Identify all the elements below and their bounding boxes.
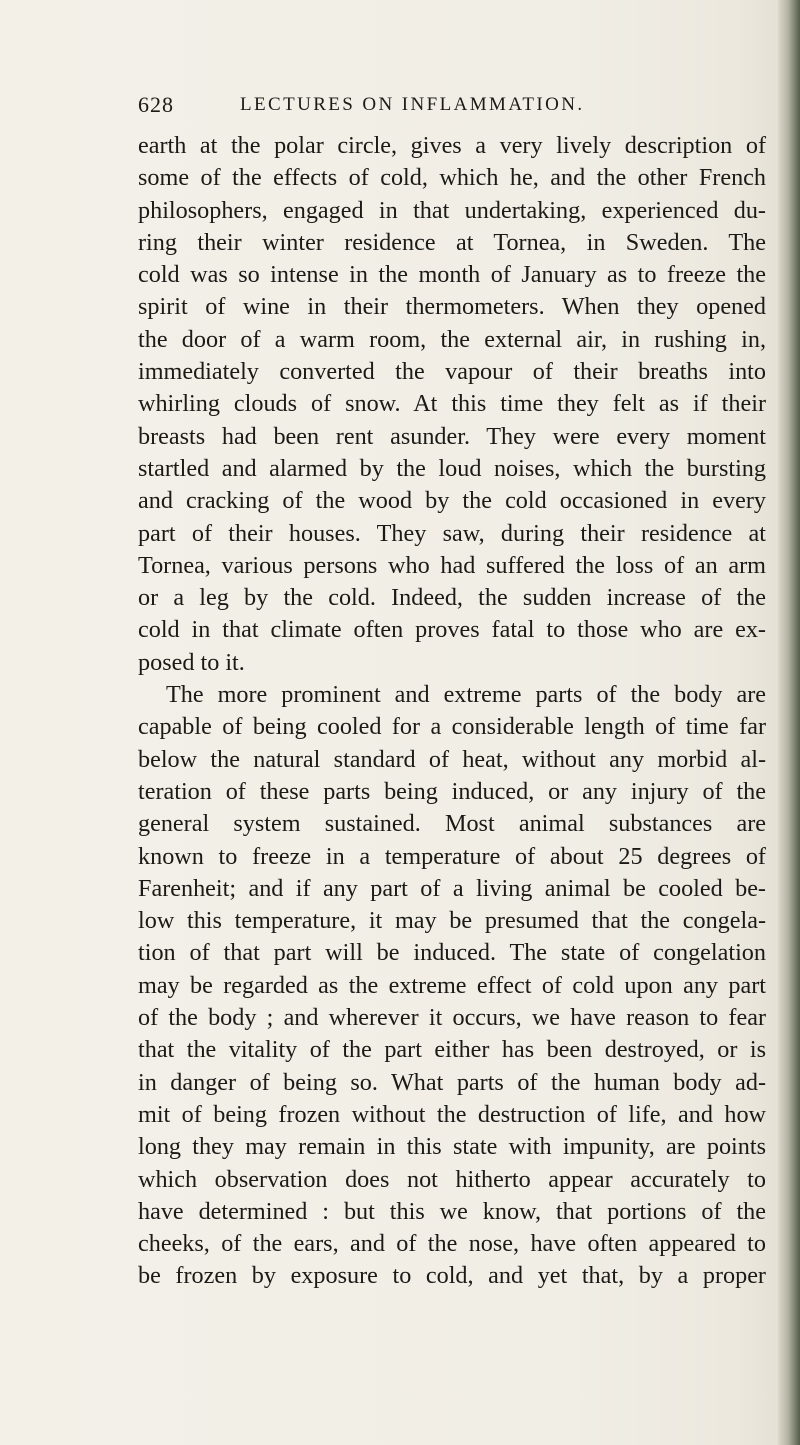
text-line: earth at the polar circle, gives a very lively description of xyxy=(138,132,766,159)
text-line: startled and alarmed by the loud noises, which the bursting xyxy=(138,454,766,482)
page-header xyxy=(138,92,738,122)
text-line: or a leg by the cold. Indeed, the sudden increase of the xyxy=(138,584,766,612)
body-text xyxy=(138,130,766,1293)
text-line: have determined : but this we know, that portions of the xyxy=(138,1197,766,1225)
text-line: breasts had been rent asunder. They were every moment xyxy=(138,422,766,450)
text-line: Tornea, various persons who had suffered the loss of an arm xyxy=(138,551,766,579)
text-line: known to freeze in a temperature of about 25 degrees of xyxy=(138,842,766,870)
text-line: be frozen by exposure to cold, and yet that, by a proper xyxy=(138,1262,766,1290)
text-line: below the natural standard of heat, without any morbid al- xyxy=(138,745,766,773)
text-line: of the body ; and wherever it occurs, we have reason to fear xyxy=(138,1004,766,1032)
text-line: low this temperature, it may be presumed that the congela- xyxy=(138,907,766,935)
text-line: that the vitality of the part either has been destroyed, or is xyxy=(138,1036,766,1064)
paragraph-start-line: The more prominent and extreme parts of the body are xyxy=(166,681,766,709)
text-line: which observation does not hitherto appear accurately to xyxy=(138,1165,766,1193)
text-line: the door of a warm room, the external air, in rushing in, xyxy=(138,325,766,353)
text-line: may be regarded as the extreme effect of cold upon any part xyxy=(138,971,766,999)
text-line: cold in that climate often proves fatal to those who are ex- xyxy=(138,616,766,644)
paragraph-end-line: posed to it. xyxy=(138,648,245,676)
text-line: philosophers, engaged in that undertaking, experienced du- xyxy=(138,196,766,224)
running-head: LECTURES ON INFLAMMATION. xyxy=(240,94,585,115)
text-line: long they may remain in this state with impunity, are points xyxy=(138,1133,766,1161)
text-line: immediately converted the vapour of their breaths into xyxy=(138,358,766,386)
text-line: cheeks, of the ears, and of the nose, have often appeared to xyxy=(138,1230,766,1258)
text-line: tion of that part will be induced. The state of congelation xyxy=(138,939,766,967)
page-number: 628 xyxy=(138,92,174,117)
text-line: general system sustained. Most animal substances are xyxy=(138,810,766,838)
text-line: and cracking of the wood by the cold occasioned in every xyxy=(138,487,766,515)
text-line: part of their houses. They saw, during their residence at xyxy=(138,519,766,547)
text-line: ring their winter residence at Tornea, in Sweden. The xyxy=(138,228,766,256)
text-line: Farenheit; and if any part of a living animal be cooled be- xyxy=(138,874,766,902)
text-line: cold was so intense in the month of January as to freeze the xyxy=(138,261,766,289)
text-line: capable of being cooled for a considerable length of time far xyxy=(138,713,766,741)
text-line: teration of these parts being induced, or any injury of the xyxy=(138,777,766,805)
text-line: mit of being frozen without the destruction of life, and how xyxy=(138,1100,766,1128)
text-line: some of the effects of cold, which he, and the other French xyxy=(138,164,766,192)
text-line: in danger of being so. What parts of the human body ad- xyxy=(138,1068,766,1096)
text-line: spirit of wine in their thermometers. When they opened xyxy=(138,293,766,321)
page-edge-shadow xyxy=(778,0,800,1445)
text-line: whirling clouds of snow. At this time they felt as if their xyxy=(138,390,766,418)
